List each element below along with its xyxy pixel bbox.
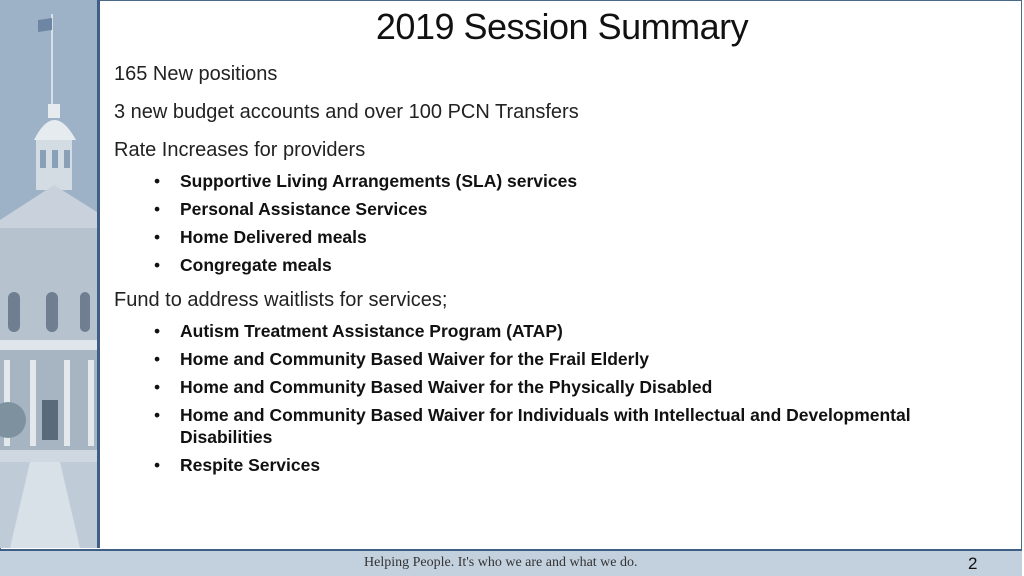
list-item-text: Respite Services — [180, 455, 321, 475]
new-positions-text: 165 New positions — [114, 63, 278, 85]
slide-footer — [0, 549, 1022, 576]
bullet-icon: • — [154, 321, 161, 341]
rate-increases-heading: Rate Increases for providers — [114, 139, 366, 161]
slide-number: 2 — [968, 554, 978, 573]
list-item — [114, 254, 994, 276]
capitol-building-image — [0, 0, 100, 548]
list-item — [114, 198, 994, 220]
list-item-text: Supportive Living Arrangements (SLA) services — [180, 171, 578, 191]
slide-body — [114, 60, 994, 482]
list-item — [114, 454, 994, 476]
list-item — [114, 348, 994, 370]
list-item-text: Personal Assistance Services — [180, 199, 428, 219]
list-item — [114, 170, 994, 192]
waitlist-services-list — [114, 320, 994, 476]
bullet-icon: • — [154, 255, 161, 275]
rate-increase-list — [114, 170, 994, 276]
budget-accounts-text: 3 new budget accounts and over 100 PCN Transfers — [114, 101, 579, 123]
bullet-icon: • — [154, 199, 161, 219]
footer-tagline: Helping People. It's who we are and what we do. — [364, 555, 638, 570]
list-item — [114, 226, 994, 248]
list-item-text: Congregate meals — [180, 255, 332, 275]
bullet-icon: • — [154, 227, 161, 247]
list-item — [114, 320, 994, 342]
slide-title: 2019 Session Summary — [375, 6, 749, 47]
list-item-text: Autism Treatment Assistance Program (ATAP) — [180, 321, 563, 341]
list-item-text: Home and Community Based Waiver for the Frail Elderly — [180, 349, 650, 369]
bullet-icon: • — [154, 377, 161, 397]
bullet-icon: • — [154, 349, 161, 369]
list-item — [114, 404, 994, 448]
bullet-icon: • — [154, 171, 161, 191]
waitlists-heading: Fund to address waitlists for services; — [114, 289, 448, 311]
list-item-text: Home and Community Based Waiver for the Physically Disabled — [180, 377, 713, 397]
list-item — [114, 376, 994, 398]
bullet-icon: • — [154, 455, 161, 475]
list-item-text: Home and Community Based Waiver for Individuals with Intellectual and Developmental Disabilities — [180, 405, 911, 447]
bullet-icon: • — [154, 405, 161, 425]
list-item-text: Home Delivered meals — [180, 227, 367, 247]
